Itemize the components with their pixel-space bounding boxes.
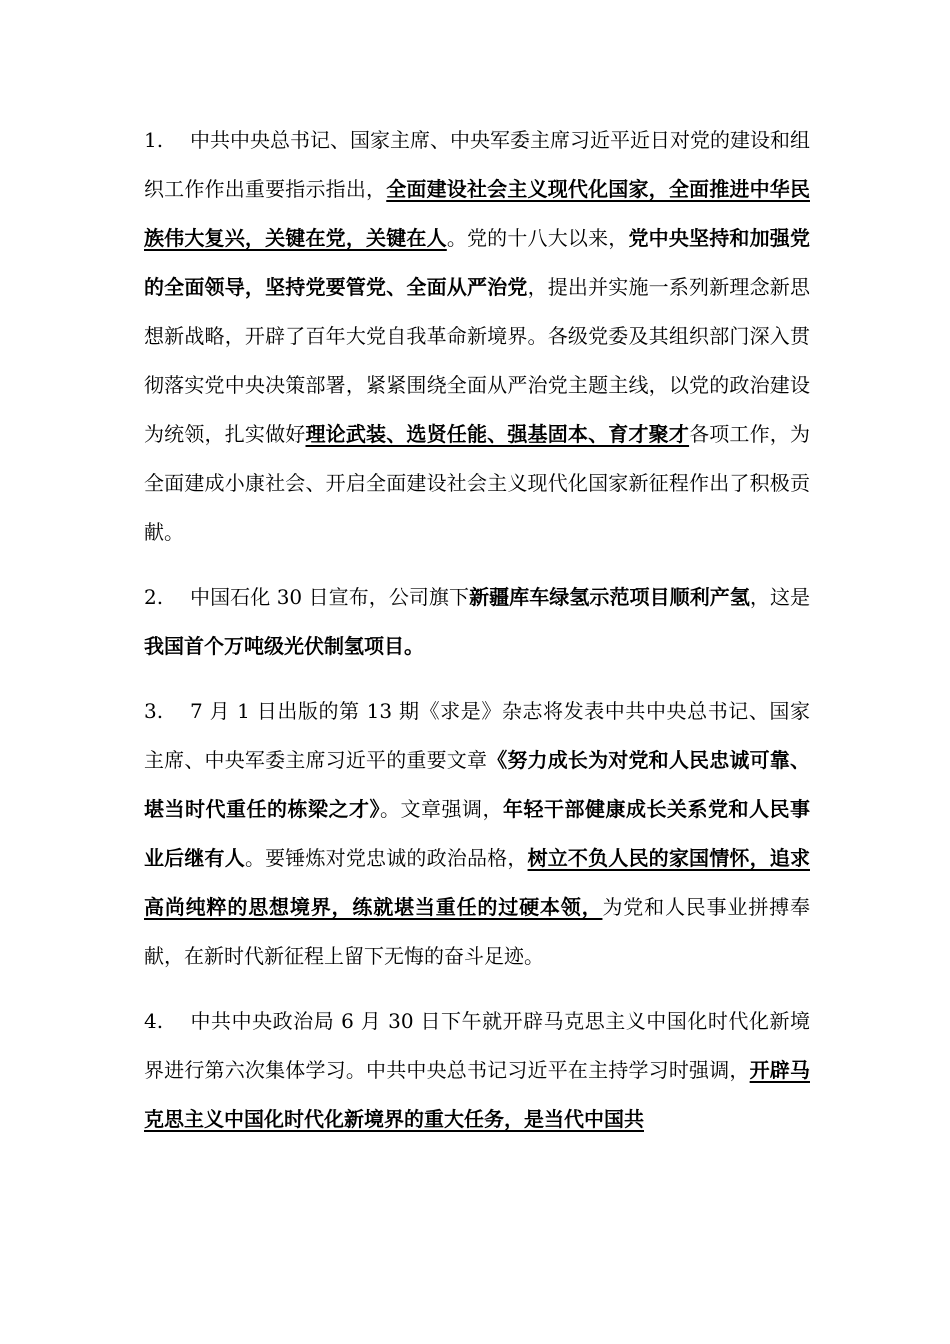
emphasis-segment: 树立不负人民的家国情怀，追求高尚纯粹的思想境界，练就堪当重任的过硬本领， xyxy=(144,846,810,919)
text-segment: ，提出并实施一系列新理念新思想新战略，开辟了百年大党自我革命新境界。各级党委及其组织部门深入贯彻落实党中央决策部署，紧紧围绕全面从严治党主题主线，以党的政治建设为统领，扎实做好 xyxy=(144,275,810,446)
emphasis-segment: 《努力成长为对党和人民忠诚可靠、堪当时代重任的栋梁之才》 xyxy=(144,748,810,821)
news-item-4 xyxy=(144,997,810,1144)
emphasis-segment: 开辟马克思主义中国化时代化新境界的重大任务，是当代中国共 xyxy=(144,1058,810,1131)
text-segment: 为党和人民事业拼搏奉献，在新时代新征程上留下无悔的奋斗足迹。 xyxy=(144,895,811,968)
text-segment: ，这是 xyxy=(749,585,811,609)
emphasis-segment: 党中央坚持和加强党的全面领导，坚持党要管党、全面从严治党 xyxy=(144,226,810,299)
text-segment: 中共中央总书记、国家主席、中央军委主席习近平近日对党的建设和组织工作作出重要指示指出， xyxy=(144,128,810,201)
news-item-3 xyxy=(144,687,810,981)
emphasis-segment: 新疆库车绿氢示范项目顺利产氢 xyxy=(469,585,750,609)
emphasis-segment: 年轻干部健康成长关系党和人民事业后继有人 xyxy=(144,797,810,870)
emphasis-segment: 全面建设社会主义现代化国家，全面推进中华民族伟大复兴，关键在党，关键在人 xyxy=(144,177,810,250)
text-segment: 。要锤炼对党忠诚的政治品格， xyxy=(244,846,528,870)
document-body xyxy=(144,116,810,1160)
item-number: 3. xyxy=(144,699,164,723)
news-item-2 xyxy=(144,573,810,671)
text-segment: 。文章强调， xyxy=(380,797,503,821)
item-number: 1. xyxy=(144,128,164,152)
news-item-1 xyxy=(144,116,810,557)
text-segment: 7 月 1 日出版的第 13 期《求是》杂志将发表中共中央总书记、国家主席、中央军委主席习近平的重要文章 xyxy=(144,699,810,772)
text-segment: 中国石化 30 日宣布，公司旗下 xyxy=(190,585,470,609)
item-number: 4. xyxy=(144,1009,164,1033)
text-segment: 。党的十八大以来， xyxy=(446,226,629,250)
item-number: 2. xyxy=(144,585,164,609)
text-segment: 各项工作，为全面建成小康社会、开启全面建设社会主义现代化国家新征程作出了积极贡献。 xyxy=(144,422,810,544)
emphasis-segment: 理论武装、选贤任能、强基固本、育才聚才 xyxy=(305,422,690,446)
emphasis-segment: 我国首个万吨级光伏制氢项目。 xyxy=(144,634,424,658)
text-segment: 中共中央政治局 6 月 30 日下午就开辟马克思主义中国化时代化新境界进行第六次集体学习。中共中央总书记习近平在主持学习时强调， xyxy=(144,1009,810,1082)
